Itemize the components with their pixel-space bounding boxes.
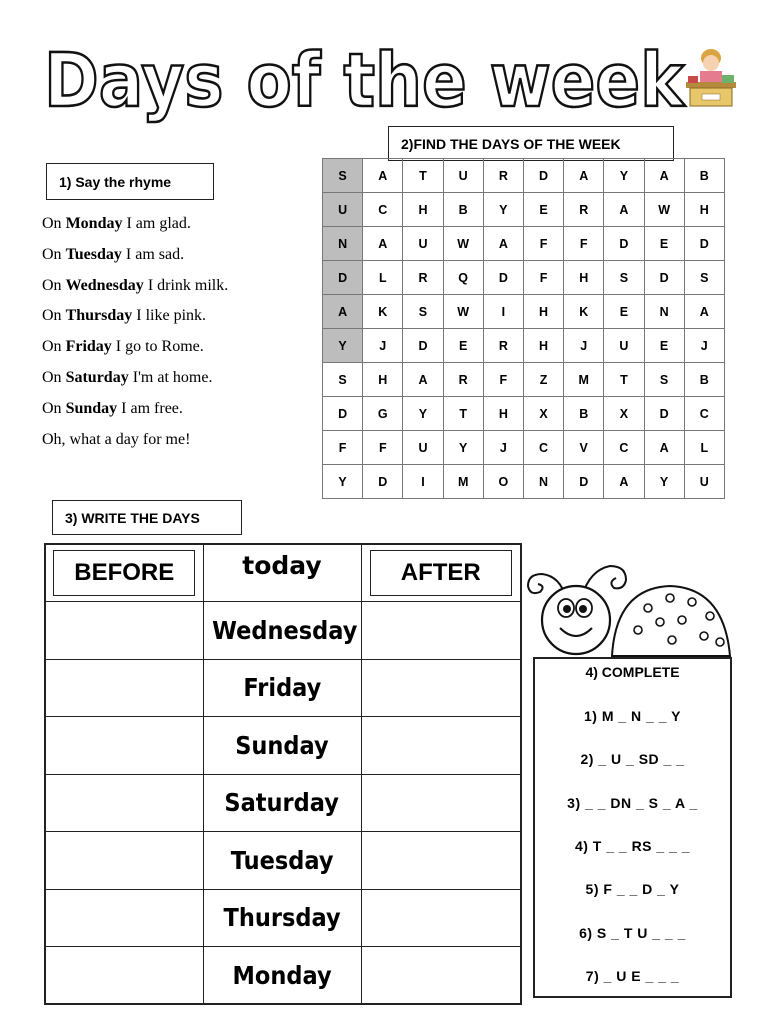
- table-row: [45, 832, 521, 890]
- grid-cell[interactable]: L: [363, 261, 403, 295]
- grid-cell[interactable]: F: [363, 431, 403, 465]
- grid-cell[interactable]: D: [644, 261, 684, 295]
- svg-text:Days of the week: Days of the week: [44, 38, 686, 124]
- grid-cell[interactable]: R: [403, 261, 443, 295]
- complete-item: 1) M _ N _ _ Y: [583, 708, 681, 724]
- grid-cell[interactable]: W: [644, 193, 684, 227]
- before-answer-cell[interactable]: [45, 889, 203, 947]
- grid-cell[interactable]: D: [564, 465, 604, 499]
- table-row: [45, 947, 521, 1005]
- day-cell: Thursday: [223, 903, 341, 933]
- grid-cell[interactable]: U: [604, 329, 644, 363]
- page-title: [40, 36, 690, 124]
- grid-cell[interactable]: Y: [483, 193, 523, 227]
- day-cell: Monday: [232, 960, 332, 990]
- grid-cell[interactable]: O: [483, 465, 523, 499]
- section-1-label: 1) Say the rhyme: [46, 163, 214, 200]
- complete-item: 7) _ U E _ _ _: [585, 968, 680, 984]
- grid-cell[interactable]: F: [564, 227, 604, 261]
- grid-cell[interactable]: N: [323, 227, 363, 261]
- grid-row: [323, 465, 725, 499]
- grid-cell[interactable]: F: [523, 227, 563, 261]
- grid-cell[interactable]: B: [564, 397, 604, 431]
- before-header: BEFORE: [53, 550, 195, 596]
- grid-row: [323, 261, 725, 295]
- grid-cell[interactable]: A: [403, 363, 443, 397]
- grid-cell[interactable]: N: [644, 295, 684, 329]
- table-row: [45, 774, 521, 832]
- grid-cell[interactable]: S: [604, 261, 644, 295]
- before-answer-cell[interactable]: [45, 717, 203, 775]
- day-cell: Sunday: [235, 730, 329, 760]
- complete-item: 6) S _ T U _ _ _: [579, 925, 686, 941]
- write-days-table: [44, 543, 522, 1005]
- day-cell: Friday: [242, 673, 321, 703]
- teacher-icon: [684, 46, 738, 110]
- grid-cell[interactable]: D: [323, 261, 363, 295]
- grid-cell[interactable]: D: [323, 397, 363, 431]
- grid-cell[interactable]: Q: [443, 261, 483, 295]
- rhyme-line: On Monday I am glad.: [42, 215, 191, 232]
- grid-cell[interactable]: H: [684, 193, 724, 227]
- grid-row: [323, 227, 725, 261]
- rhyme-line: On Saturday I'm at home.: [42, 368, 213, 386]
- grid-cell[interactable]: A: [483, 227, 523, 261]
- grid-cell[interactable]: R: [564, 193, 604, 227]
- table-row: [45, 717, 521, 775]
- table-header-row: [45, 544, 521, 602]
- grid-cell[interactable]: Y: [323, 329, 363, 363]
- grid-cell[interactable]: Y: [403, 397, 443, 431]
- grid-cell[interactable]: L: [684, 431, 724, 465]
- after-answer-cell[interactable]: [361, 717, 521, 775]
- complete-item: 4) T _ _ RS _ _ _: [574, 838, 691, 854]
- grid-cell[interactable]: J: [564, 329, 604, 363]
- grid-cell[interactable]: C: [363, 193, 403, 227]
- grid-cell[interactable]: S: [644, 363, 684, 397]
- day-cell: Saturday: [224, 788, 340, 818]
- grid-cell[interactable]: T: [604, 363, 644, 397]
- grid-row: [323, 363, 725, 397]
- grid-cell[interactable]: W: [443, 295, 483, 329]
- grid-cell[interactable]: R: [483, 159, 523, 193]
- grid-cell[interactable]: D: [604, 227, 644, 261]
- grid-cell[interactable]: H: [564, 261, 604, 295]
- grid-cell[interactable]: A: [363, 227, 403, 261]
- grid-cell[interactable]: A: [363, 159, 403, 193]
- grid-cell[interactable]: A: [323, 295, 363, 329]
- grid-cell[interactable]: H: [363, 363, 403, 397]
- grid-cell[interactable]: B: [684, 363, 724, 397]
- grid-cell[interactable]: H: [403, 193, 443, 227]
- after-header: AFTER: [370, 550, 512, 596]
- complete-item: 2) _ U _ SD _ _: [580, 751, 685, 767]
- before-answer-cell[interactable]: [45, 602, 203, 660]
- grid-cell[interactable]: Y: [604, 159, 644, 193]
- after-answer-cell[interactable]: [361, 602, 521, 660]
- grid-cell[interactable]: W: [443, 227, 483, 261]
- grid-row: [323, 397, 725, 431]
- grid-row: [323, 159, 725, 193]
- section-4-label: 4) COMPLETE: [585, 664, 680, 680]
- grid-cell[interactable]: I: [403, 465, 443, 499]
- grid-cell[interactable]: J: [684, 329, 724, 363]
- grid-cell[interactable]: S: [403, 295, 443, 329]
- grid-cell[interactable]: U: [323, 193, 363, 227]
- today-header: today: [242, 550, 322, 580]
- after-answer-cell[interactable]: [361, 774, 521, 832]
- grid-cell[interactable]: F: [523, 261, 563, 295]
- after-answer-cell[interactable]: [361, 659, 521, 717]
- grid-cell[interactable]: F: [483, 363, 523, 397]
- grid-cell[interactable]: S: [684, 261, 724, 295]
- grid-cell[interactable]: H: [483, 397, 523, 431]
- before-answer-cell[interactable]: [45, 774, 203, 832]
- grid-cell[interactable]: R: [443, 363, 483, 397]
- grid-cell[interactable]: F: [323, 431, 363, 465]
- table-row: [45, 659, 521, 717]
- before-answer-cell[interactable]: [45, 659, 203, 717]
- grid-cell[interactable]: C: [684, 397, 724, 431]
- rhyme-text: [42, 212, 332, 458]
- rhyme-line: On Sunday I am free.: [42, 399, 183, 417]
- grid-cell[interactable]: U: [403, 227, 443, 261]
- rhyme-line: On Tuesday I am sad.: [42, 245, 185, 263]
- grid-cell[interactable]: H: [523, 295, 563, 329]
- grid-cell[interactable]: D: [483, 261, 523, 295]
- grid-cell[interactable]: E: [523, 193, 563, 227]
- word-search-grid: [322, 158, 725, 499]
- grid-cell[interactable]: Y: [443, 431, 483, 465]
- before-answer-cell[interactable]: [45, 947, 203, 1005]
- grid-cell[interactable]: J: [363, 329, 403, 363]
- grid-cell[interactable]: J: [483, 431, 523, 465]
- section-3-label: 3) WRITE THE DAYS: [52, 500, 242, 535]
- grid-row: [323, 193, 725, 227]
- grid-cell[interactable]: C: [523, 431, 563, 465]
- grid-cell[interactable]: E: [443, 329, 483, 363]
- complete-item: 5) F _ _ D _ Y: [585, 881, 680, 897]
- before-answer-cell[interactable]: [45, 832, 203, 890]
- grid-cell[interactable]: B: [443, 193, 483, 227]
- grid-cell[interactable]: A: [684, 295, 724, 329]
- grid-cell[interactable]: V: [564, 431, 604, 465]
- after-answer-cell[interactable]: [361, 889, 521, 947]
- grid-cell[interactable]: D: [644, 397, 684, 431]
- grid-cell[interactable]: D: [403, 329, 443, 363]
- grid-cell[interactable]: D: [363, 465, 403, 499]
- grid-cell[interactable]: X: [604, 397, 644, 431]
- grid-cell[interactable]: U: [443, 159, 483, 193]
- grid-cell[interactable]: T: [403, 159, 443, 193]
- grid-cell[interactable]: H: [523, 329, 563, 363]
- rhyme-line: On Wednesday I drink milk.: [42, 276, 229, 294]
- grid-cell[interactable]: C: [604, 431, 644, 465]
- grid-cell[interactable]: E: [644, 227, 684, 261]
- grid-cell[interactable]: U: [684, 465, 724, 499]
- grid-cell[interactable]: D: [684, 227, 724, 261]
- grid-cell[interactable]: G: [363, 397, 403, 431]
- day-cell: Tuesday: [230, 845, 334, 875]
- grid-cell[interactable]: E: [604, 295, 644, 329]
- rhyme-line: Oh, what a day for me!: [42, 430, 191, 448]
- after-answer-cell[interactable]: [361, 832, 521, 890]
- grid-cell[interactable]: A: [564, 159, 604, 193]
- grid-cell[interactable]: Y: [644, 465, 684, 499]
- grid-cell[interactable]: S: [323, 363, 363, 397]
- table-row: [45, 602, 521, 660]
- complete-item: 3) _ _ DN _ S _ A _: [567, 795, 698, 811]
- grid-cell[interactable]: A: [604, 193, 644, 227]
- grid-row: [323, 329, 725, 363]
- grid-cell[interactable]: U: [403, 431, 443, 465]
- grid-cell[interactable]: K: [363, 295, 403, 329]
- grid-cell[interactable]: M: [564, 363, 604, 397]
- grid-row: [323, 295, 725, 329]
- ladybug-illustration: [520, 558, 732, 658]
- grid-cell[interactable]: I: [483, 295, 523, 329]
- grid-cell[interactable]: A: [604, 465, 644, 499]
- grid-cell[interactable]: D: [523, 159, 563, 193]
- grid-cell[interactable]: K: [564, 295, 604, 329]
- after-answer-cell[interactable]: [361, 947, 521, 1005]
- grid-cell[interactable]: E: [644, 329, 684, 363]
- grid-cell[interactable]: B: [684, 159, 724, 193]
- grid-cell[interactable]: T: [443, 397, 483, 431]
- grid-cell[interactable]: M: [443, 465, 483, 499]
- grid-cell[interactable]: X: [523, 397, 563, 431]
- grid-cell[interactable]: Z: [523, 363, 563, 397]
- section-2-label: 2)FIND THE DAYS OF THE WEEK: [388, 126, 674, 161]
- complete-box: [533, 657, 732, 998]
- table-row: [45, 889, 521, 947]
- grid-cell[interactable]: A: [644, 159, 684, 193]
- grid-cell[interactable]: S: [323, 159, 363, 193]
- grid-cell[interactable]: N: [523, 465, 563, 499]
- rhyme-line: On Thursday I like pink.: [42, 307, 207, 325]
- grid-row: [323, 431, 725, 465]
- day-cell: Wednesday: [211, 615, 357, 645]
- rhyme-line: On Friday I go to Rome.: [42, 338, 204, 356]
- grid-cell[interactable]: A: [644, 431, 684, 465]
- grid-cell[interactable]: R: [483, 329, 523, 363]
- grid-cell[interactable]: Y: [323, 465, 363, 499]
